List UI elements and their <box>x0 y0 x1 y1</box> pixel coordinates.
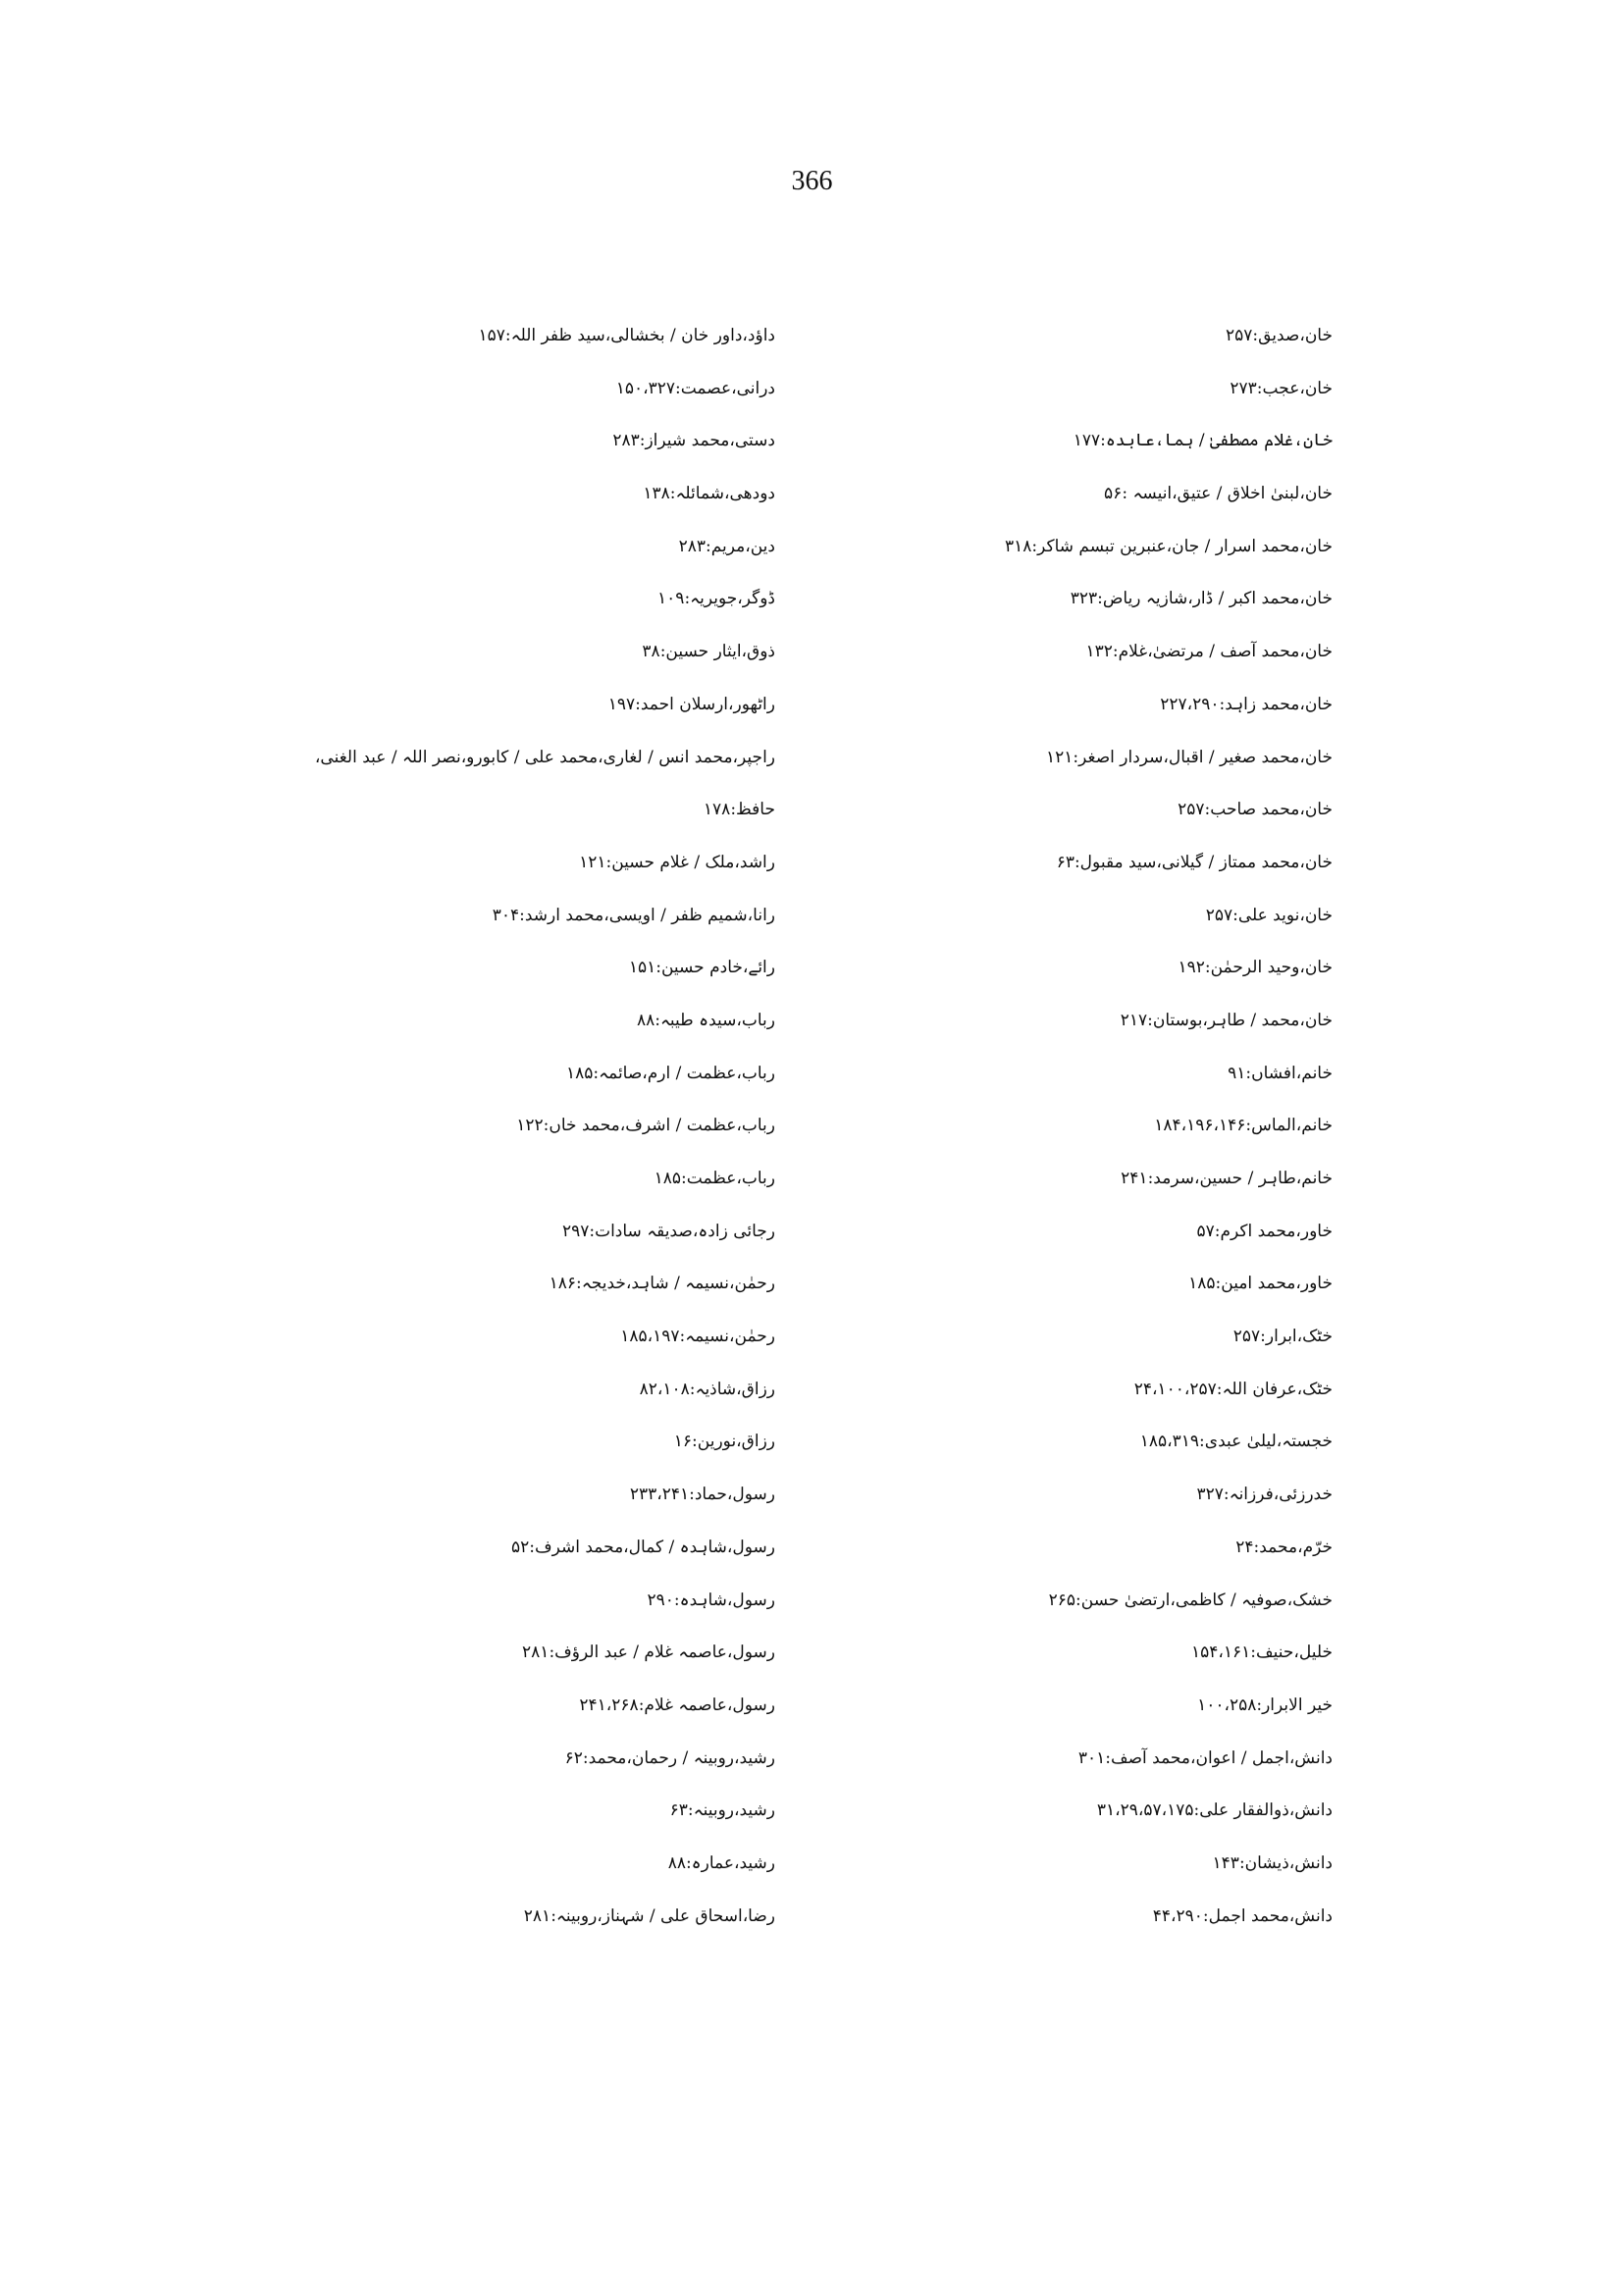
index-entry: ڈوگر،جویریہ:۱۰۹ <box>657 589 775 609</box>
index-entry: رباب،سیدہ طیبہ:۸۸ <box>636 1010 775 1030</box>
index-entry: خلیل،حنیف:۱۵۴،۱۶۱ <box>1190 1643 1333 1663</box>
index-entry: خان،محمد ممتاز / گیلانی،سید مقبول:۶۳ <box>1056 852 1333 872</box>
index-entry: خجستہ،لیلیٰ عبدی:۱۸۵،۳۱۹ <box>1139 1432 1333 1452</box>
index-entry: رسول،عاصمہ غلام / عبد الرؤف:۲۸۱ <box>522 1643 775 1663</box>
index-entry: خشک،صوفیہ / کاظمی،ارتضیٰ حسن:۲۶۵ <box>1048 1590 1333 1610</box>
index-entry: خان،محمد اکبر / ڈار،شازیہ ریاض:۳۲۳ <box>1070 589 1333 609</box>
index-entry: دانش،اجمل / اعوان،محمد آصف:۳۰۱ <box>1077 1747 1333 1768</box>
index-column-left <box>226 316 775 1949</box>
index-entry: خانم،الماس:۱۸۴،۱۹۶،۱۴۶ <box>1154 1116 1333 1136</box>
index-entry: رشید،روبینہ / رحمان،محمد:۶۲ <box>564 1747 775 1768</box>
index-entry: رحمٰن،نسیمہ / شاہد،خدیجہ:۱۸۶ <box>549 1274 775 1294</box>
index-entry: خانم،طاہر / حسین،سرمد:۲۴۱ <box>1121 1169 1333 1188</box>
index-entry: دانش،محمد اجمل:۴۴،۲۹۰ <box>1152 1905 1333 1926</box>
index-entry: دانش،ذیشان:۱۴۳ <box>1212 1852 1333 1873</box>
index-entry: دستی،محمد شیراز:۲۸۳ <box>612 431 775 451</box>
index-entry: خرّم،محمد:۲۴ <box>1235 1537 1333 1557</box>
index-entry: خان،محمد صغیر / اقبال،سردار اصغر:۱۲۱ <box>1046 747 1333 767</box>
index-entry: رباب،عظمت:۱۸۵ <box>654 1169 775 1188</box>
index-entry: خان،لبنیٰ اخلاق / عتیق،انیسہ :۵۶ <box>1104 484 1333 504</box>
index-entry: حافظ:۱۷۸ <box>703 800 775 820</box>
index-entry: خان،محمد / طاہر،بوستان:۲۱۷ <box>1120 1010 1333 1030</box>
index-entry: رحمٰن،نسیمہ:۱۸۵،۱۹۷ <box>620 1327 775 1347</box>
index-entry: خان،محمد آصف / مرتضیٰ،غلام:۱۳۲ <box>1085 642 1333 662</box>
index-entry: خیر الابرار:۱۰۰،۲۵۸ <box>1197 1695 1333 1715</box>
index-entry: خدرزئی،فرزانہ:۳۲۷ <box>1196 1485 1333 1505</box>
index-entry: رشید،روبینہ:۶۳ <box>669 1800 775 1821</box>
index-entry: دودھی،شمائلہ:۱۳۸ <box>643 484 775 504</box>
index-entry: رانا،شمیم ظفر / اویسی،محمد ارشد:۳۰۴ <box>492 905 775 925</box>
index-entry: رضا،اسحاق علی / شہناز،روبینہ:۲۸۱ <box>523 1905 775 1926</box>
index-entry: خان،محمد اسرار / جان،عنبرین تبسم شاکر:۳۱۸ <box>1004 536 1333 556</box>
index-entry: خان،نوید علی:۲۵۷ <box>1205 905 1333 925</box>
index-entry: خان،غلام مصطفیٰ / ہما،عابدہ:۱۷۷ <box>1073 431 1333 451</box>
index-entry: داؤد،داور خان / بخشالی،سید ظفر اللہ:۱۵۷ <box>478 326 775 345</box>
index-entry: رائے،خادم حسین:۱۵۱ <box>628 958 775 978</box>
index-column-right <box>822 316 1333 1949</box>
index-entry: راجپر،محمد انس / لغاری،محمد علی / کابورو،نصر اللہ / عبد الغنی، <box>314 747 775 767</box>
index-entry: راٹھور،ارسلان احمد:۱۹۷ <box>607 694 775 714</box>
index-entry: رسول،شاہدہ:۲۹۰ <box>647 1590 775 1610</box>
index-entry: رجائی زادہ،صدیقہ سادات:۲۹۷ <box>561 1221 775 1241</box>
index-entry: خان،صدیق:۲۵۷ <box>1225 326 1333 345</box>
index-entry: خان،وحید الرحمٰن:۱۹۲ <box>1178 958 1333 978</box>
index-entry: راشد،ملک / غلام حسین:۱۲۱ <box>579 852 775 872</box>
index-entry: رباب،عظمت / اشرف،محمد خاں:۱۲۲ <box>516 1116 775 1136</box>
index-entry: رسول،شاہدہ / کمال،محمد اشرف:۵۲ <box>510 1537 775 1557</box>
index-entry: رزاق،شاذیہ:۸۲،۱۰۸ <box>639 1379 775 1399</box>
index-entry: دین،مریم:۲۸۳ <box>678 536 775 556</box>
index-entry: خان،محمد زاہد:۲۲۷،۲۹۰ <box>1160 694 1333 714</box>
index-entry: رشید،عمارہ:۸۸ <box>667 1852 775 1873</box>
index-entry: خان،محمد صاحب:۲۵۷ <box>1178 800 1333 820</box>
index-entry: رسول،عاصمہ غلام:۲۴۱،۲۶۸ <box>579 1695 775 1715</box>
index-entry: رزاق،نورین:۱۶ <box>673 1432 775 1452</box>
index-entry: رسول،حماد:۲۳۳،۲۴۱ <box>629 1485 775 1505</box>
index-entry: خٹک،ابرار:۲۵۷ <box>1232 1327 1333 1347</box>
index-entry: خانم،افشاں:۹۱ <box>1228 1063 1333 1083</box>
index-entry: خاور،محمد امین:۱۸۵ <box>1188 1274 1333 1294</box>
index-entry: خان،عجب:۲۷۳ <box>1230 378 1333 398</box>
index-entry: دانش،ذوالفقار علی:۳۱،۲۹،۵۷،۱۷۵ <box>1096 1800 1333 1821</box>
index-entry: درانی،عصمت:۱۵۰،۳۲۷ <box>615 378 775 398</box>
page-number: 366 <box>791 166 833 196</box>
index-entry: رباب،عظمت / ارم،صائمہ:۱۸۵ <box>566 1063 775 1083</box>
index-entry: ذوق،ایثار حسین:۳۸ <box>642 642 775 662</box>
index-entry: خٹک،عرفان اللہ:۲۴،۱۰۰،۲۵۷ <box>1133 1379 1333 1399</box>
index-entry: خاور،محمد اکرم:۵۷ <box>1196 1221 1333 1241</box>
